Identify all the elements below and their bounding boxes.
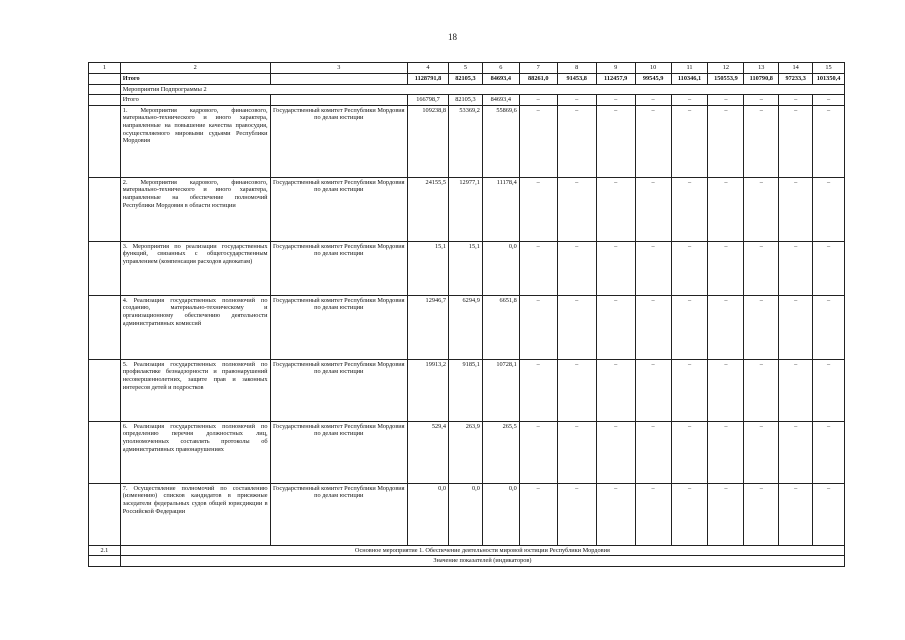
- subprogram-total-value: –: [813, 95, 845, 106]
- activity-name: 2. Мероприятия кадрового, финансового, материально-технического и иного характера, направленные на обеспечение полномочий Республики Мордовия в области юстиции: [120, 177, 270, 241]
- subprogram-total-value: –: [779, 95, 813, 106]
- activity-value: 12977,1: [449, 177, 483, 241]
- subprogram-total-value: –: [519, 95, 557, 106]
- subprogram-total-value: –: [744, 95, 779, 106]
- activity-value: –: [635, 177, 671, 241]
- activity-name: 7. Осуществление полномочий по составлению (изменению) списков кандидатов в присяжные заседатели федеральных судов общей юрисдикции в Российской Федерации: [120, 483, 270, 545]
- activity-value: –: [519, 295, 557, 359]
- activity-value: –: [519, 105, 557, 177]
- subprogram-total-value: –: [596, 95, 635, 106]
- activity-value: –: [671, 105, 708, 177]
- empty-cell: [270, 74, 407, 85]
- empty-cell: [89, 74, 121, 85]
- total-value: 112457,9: [596, 74, 635, 85]
- column-number: 12: [708, 63, 744, 74]
- activity-value: –: [557, 295, 596, 359]
- budget-table: [88, 62, 845, 567]
- activity-value: –: [744, 105, 779, 177]
- activity-value: –: [635, 421, 671, 483]
- column-number: 11: [671, 63, 708, 74]
- total-value: 84693,4: [482, 74, 519, 85]
- activity-value: –: [779, 483, 813, 545]
- activity-value: –: [813, 483, 845, 545]
- activity-executor: Государственный комитет Республики Мордовия по делам юстиции: [270, 105, 407, 177]
- activity-value: –: [557, 177, 596, 241]
- indicators-title: Значение показателей (индикаторов): [120, 556, 844, 567]
- activity-value: –: [557, 421, 596, 483]
- main-event-row: [89, 545, 845, 556]
- activity-executor: Государственный комитет Республики Мордовия по делам юстиции: [270, 295, 407, 359]
- total-value: 91453,8: [557, 74, 596, 85]
- activity-row: [89, 177, 845, 241]
- activity-value: –: [744, 177, 779, 241]
- total-value: 150553,9: [708, 74, 744, 85]
- total-value: 97233,3: [779, 74, 813, 85]
- activity-row: [89, 241, 845, 295]
- activity-value: –: [708, 295, 744, 359]
- activity-value: –: [671, 421, 708, 483]
- activity-value: –: [708, 421, 744, 483]
- activity-value: –: [519, 421, 557, 483]
- grand-total-row: [89, 74, 845, 85]
- activity-value: –: [596, 483, 635, 545]
- activity-value: –: [519, 483, 557, 545]
- activity-row: [89, 359, 845, 421]
- activity-value: –: [813, 295, 845, 359]
- activity-value: –: [813, 241, 845, 295]
- activity-value: 15,1: [449, 241, 483, 295]
- activity-value: –: [779, 241, 813, 295]
- activity-value: 12946,7: [408, 295, 449, 359]
- empty-cell: [89, 105, 121, 177]
- column-number: 4: [408, 63, 449, 74]
- activity-value: –: [708, 359, 744, 421]
- activity-value: –: [635, 483, 671, 545]
- total-value: 101350,4: [813, 74, 845, 85]
- total-value: 88261,0: [519, 74, 557, 85]
- activity-value: 529,4: [408, 421, 449, 483]
- activity-value: –: [635, 241, 671, 295]
- activity-row: [89, 295, 845, 359]
- indicators-row: [89, 556, 845, 567]
- activity-value: –: [708, 177, 744, 241]
- activity-value: –: [596, 241, 635, 295]
- activity-executor: Государственный комитет Республики Мордовия по делам юстиции: [270, 177, 407, 241]
- column-number: 10: [635, 63, 671, 74]
- activity-value: –: [779, 359, 813, 421]
- page-number: 18: [448, 32, 457, 42]
- activity-value: –: [557, 105, 596, 177]
- activity-value: 109238,8: [408, 105, 449, 177]
- activity-value: 53369,2: [449, 105, 483, 177]
- empty-cell: [89, 241, 121, 295]
- activity-name: 5. Реализация государственных полномочий по профилактике безнадзорности и правонарушений несовершеннолетних, защите прав и законных интересов детей и подростков: [120, 359, 270, 421]
- activity-value: –: [779, 295, 813, 359]
- activity-value: –: [635, 359, 671, 421]
- activity-value: –: [596, 295, 635, 359]
- activity-value: –: [744, 483, 779, 545]
- activity-value: –: [519, 241, 557, 295]
- main-event-title: Основное мероприятие 1. Обеспечение деятельности мировой юстиции Республики Мордовия: [120, 545, 844, 556]
- activity-row: [89, 483, 845, 545]
- column-number: 9: [596, 63, 635, 74]
- activity-value: 10728,1: [482, 359, 519, 421]
- empty-cell: [89, 177, 121, 241]
- activity-value: 11178,4: [482, 177, 519, 241]
- column-number: 15: [813, 63, 845, 74]
- activity-value: 263,9: [449, 421, 483, 483]
- column-number: 8: [557, 63, 596, 74]
- column-number: 13: [744, 63, 779, 74]
- activity-value: –: [779, 421, 813, 483]
- activity-value: 0,0: [408, 483, 449, 545]
- column-number: 5: [449, 63, 483, 74]
- column-number: 6: [482, 63, 519, 74]
- activity-name: 3. Мероприятия по реализации государственных функций, связанных с общегосударственным управлением (компенсация расходов адвокатам): [120, 241, 270, 295]
- subprogram-total-value: –: [635, 95, 671, 106]
- activity-value: –: [557, 359, 596, 421]
- activity-value: –: [813, 359, 845, 421]
- empty-cell: [270, 95, 407, 106]
- activity-value: –: [671, 483, 708, 545]
- activity-value: –: [557, 241, 596, 295]
- activity-value: –: [596, 421, 635, 483]
- activity-value: –: [744, 359, 779, 421]
- subprogram-total-value: 166798,7: [408, 95, 449, 106]
- empty-cell: [89, 95, 121, 106]
- activity-value: –: [671, 295, 708, 359]
- activity-value: 0,0: [449, 483, 483, 545]
- column-number: 2: [120, 63, 270, 74]
- empty-cell: [89, 84, 121, 95]
- activity-value: 0,0: [482, 483, 519, 545]
- activity-executor: Государственный комитет Республики Мордовия по делам юстиции: [270, 483, 407, 545]
- activity-value: –: [744, 421, 779, 483]
- activity-value: 19913,2: [408, 359, 449, 421]
- activity-name: 6. Реализация государственных полномочий по определению перечня должностных лиц, уполномоченных составлять протоколы об административных правонарушениях: [120, 421, 270, 483]
- activity-value: –: [671, 359, 708, 421]
- activity-value: –: [671, 177, 708, 241]
- activity-name: 4. Реализация государственных полномочий по созданию, материально-техническому и организационному обеспечению деятельности административных комиссий: [120, 295, 270, 359]
- subprogram-total-label: Итого: [120, 95, 270, 106]
- activity-value: 24155,5: [408, 177, 449, 241]
- subprogram-total-value: 82105,3: [449, 95, 483, 106]
- empty-cell: [89, 483, 121, 545]
- activity-value: –: [744, 295, 779, 359]
- subprogram-total-value: –: [557, 95, 596, 106]
- subprogram-title-row: [89, 84, 845, 95]
- activity-value: –: [779, 105, 813, 177]
- activity-value: –: [744, 241, 779, 295]
- empty-cell: [89, 295, 121, 359]
- activity-value: –: [519, 177, 557, 241]
- activity-value: –: [779, 177, 813, 241]
- activity-executor: Государственный комитет Республики Мордовия по делам юстиции: [270, 421, 407, 483]
- column-number: 14: [779, 63, 813, 74]
- activity-executor: Государственный комитет Республики Мордовия по делам юстиции: [270, 359, 407, 421]
- empty-cell: [89, 359, 121, 421]
- total-value: 110346,1: [671, 74, 708, 85]
- total-value: 1128791,8: [408, 74, 449, 85]
- subprogram-total-row: [89, 95, 845, 106]
- activity-value: –: [557, 483, 596, 545]
- activity-value: –: [813, 421, 845, 483]
- activity-value: 55869,6: [482, 105, 519, 177]
- column-number: 3: [270, 63, 407, 74]
- activity-row: [89, 421, 845, 483]
- activity-executor: Государственный комитет Республики Мордовия по делам юстиции: [270, 241, 407, 295]
- total-label: Итого: [120, 74, 270, 85]
- subprogram-title: Мероприятия Подпрограммы 2: [120, 84, 844, 95]
- subprogram-total-value: 84693,4: [482, 95, 519, 106]
- activity-value: –: [596, 105, 635, 177]
- activity-value: –: [708, 241, 744, 295]
- activity-value: –: [635, 295, 671, 359]
- activity-value: 6294,9: [449, 295, 483, 359]
- activity-value: 265,5: [482, 421, 519, 483]
- activity-value: –: [813, 105, 845, 177]
- activity-value: –: [708, 483, 744, 545]
- column-number-row: [89, 63, 845, 74]
- activity-value: –: [519, 359, 557, 421]
- activity-value: –: [635, 105, 671, 177]
- activity-value: –: [671, 241, 708, 295]
- activity-value: 6651,8: [482, 295, 519, 359]
- subprogram-total-value: –: [708, 95, 744, 106]
- main-event-number: 2.1: [89, 545, 121, 556]
- activity-value: 9185,1: [449, 359, 483, 421]
- total-value: 99545,9: [635, 74, 671, 85]
- activity-value: –: [596, 177, 635, 241]
- subprogram-total-value: –: [671, 95, 708, 106]
- activity-name: 1. Мероприятия кадрового, финансового, материально-технического и иного характера, направленные на повышение качества правосудия, осуществляемого мировыми судьями Республики Мордовия: [120, 105, 270, 177]
- activity-value: –: [813, 177, 845, 241]
- activity-value: –: [596, 359, 635, 421]
- column-number: 7: [519, 63, 557, 74]
- empty-cell: [89, 556, 121, 567]
- activity-value: –: [708, 105, 744, 177]
- activity-value: 15,1: [408, 241, 449, 295]
- activity-row: [89, 105, 845, 177]
- empty-cell: [89, 421, 121, 483]
- column-number: 1: [89, 63, 121, 74]
- total-value: 110790,8: [744, 74, 779, 85]
- activity-value: 0,0: [482, 241, 519, 295]
- total-value: 82105,3: [449, 74, 483, 85]
